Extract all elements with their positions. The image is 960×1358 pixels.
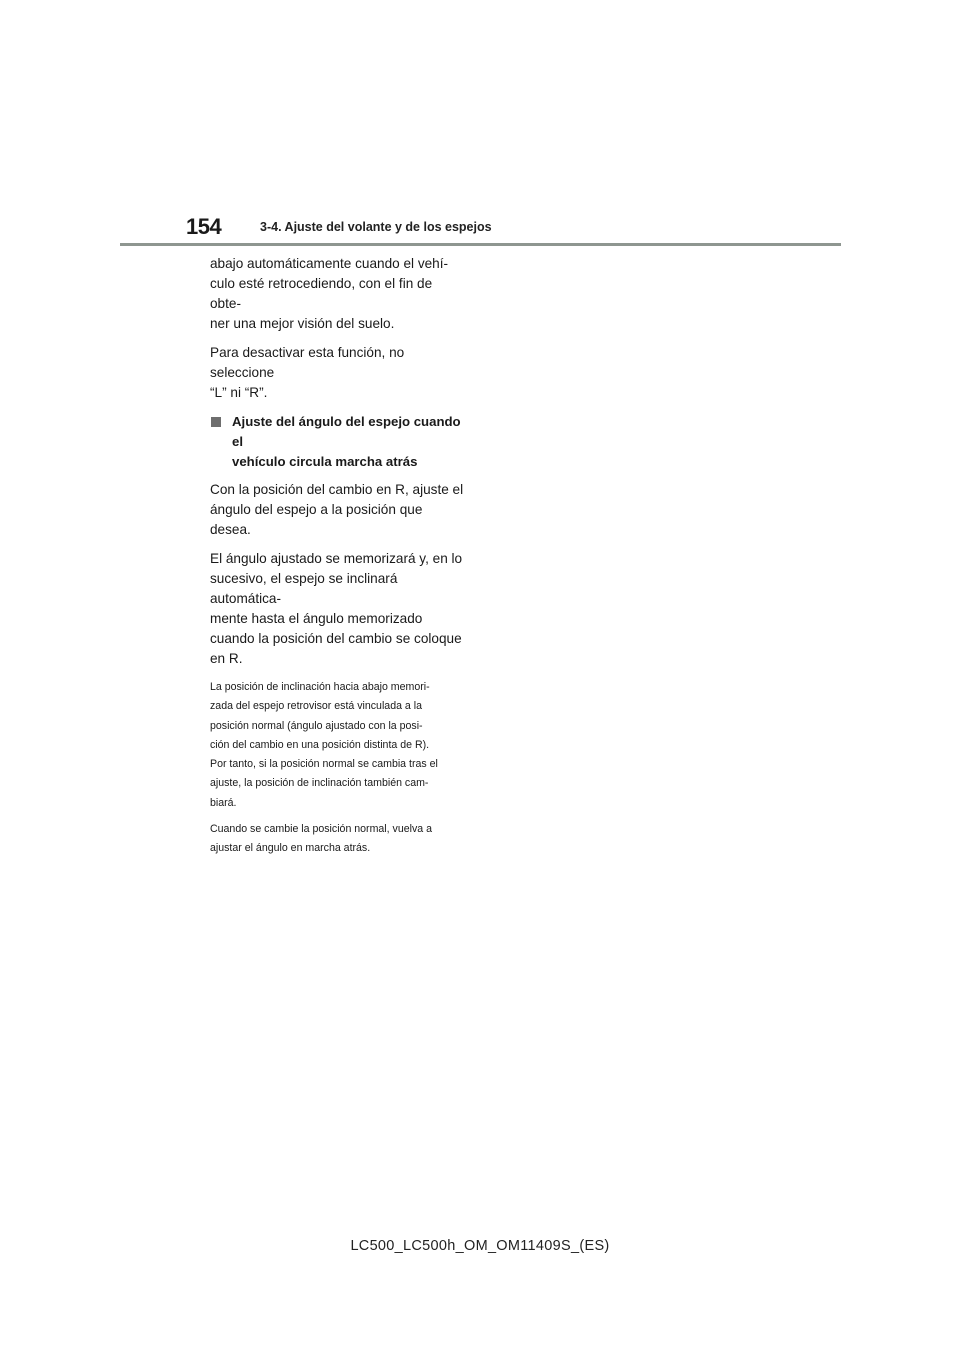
page-number: 154 bbox=[186, 214, 222, 239]
paragraph-memorize: El ángulo ajustado se memorizará y, en lo sucesivo, el espejo se inclinará automática- mente hasta el ángulo memorizado cuando la posición del cambio se coloque en R. bbox=[210, 551, 463, 666]
section-title: 3-4. Ajuste del volante y de los espejos bbox=[260, 220, 492, 234]
note-readjust: Cuando se cambie la posición normal, vuelva a ajustar el ángulo en marcha atrás. bbox=[210, 823, 433, 855]
footer-doc-code: LC500_LC500h_OM_OM11409S_(ES) bbox=[350, 1238, 610, 1254]
section-heading: Ajuste del ángulo del espejo cuando el vehículo circula marcha atrás bbox=[210, 412, 466, 472]
square-bullet-icon bbox=[211, 417, 221, 427]
paragraph-reverse-tilt: abajo automáticamente cuando el vehí- culo esté retrocediendo, con el fin de obte- ner una mejor visión del suelo. bbox=[210, 256, 449, 331]
header-divider bbox=[120, 243, 841, 246]
paragraph-deactivate: Para desactivar esta función, no seleccione “L” ni “R”. bbox=[210, 345, 405, 400]
main-content bbox=[210, 254, 466, 866]
note-linked-position: La posición de inclinación hacia abajo memori- zada del espejo retrovisor está vinculada a la posición normal (ángulo ajustado con la posi- ción del cambio en una posición distinta de R). Por tanto, si la posición normal se cambia tras el ajuste, la posición de inclinación también cam- biará. bbox=[210, 681, 438, 809]
paragraph-adjust-angle: Con la posición del cambio en R, ajuste el ángulo del espejo a la posición que desea. bbox=[210, 482, 464, 537]
